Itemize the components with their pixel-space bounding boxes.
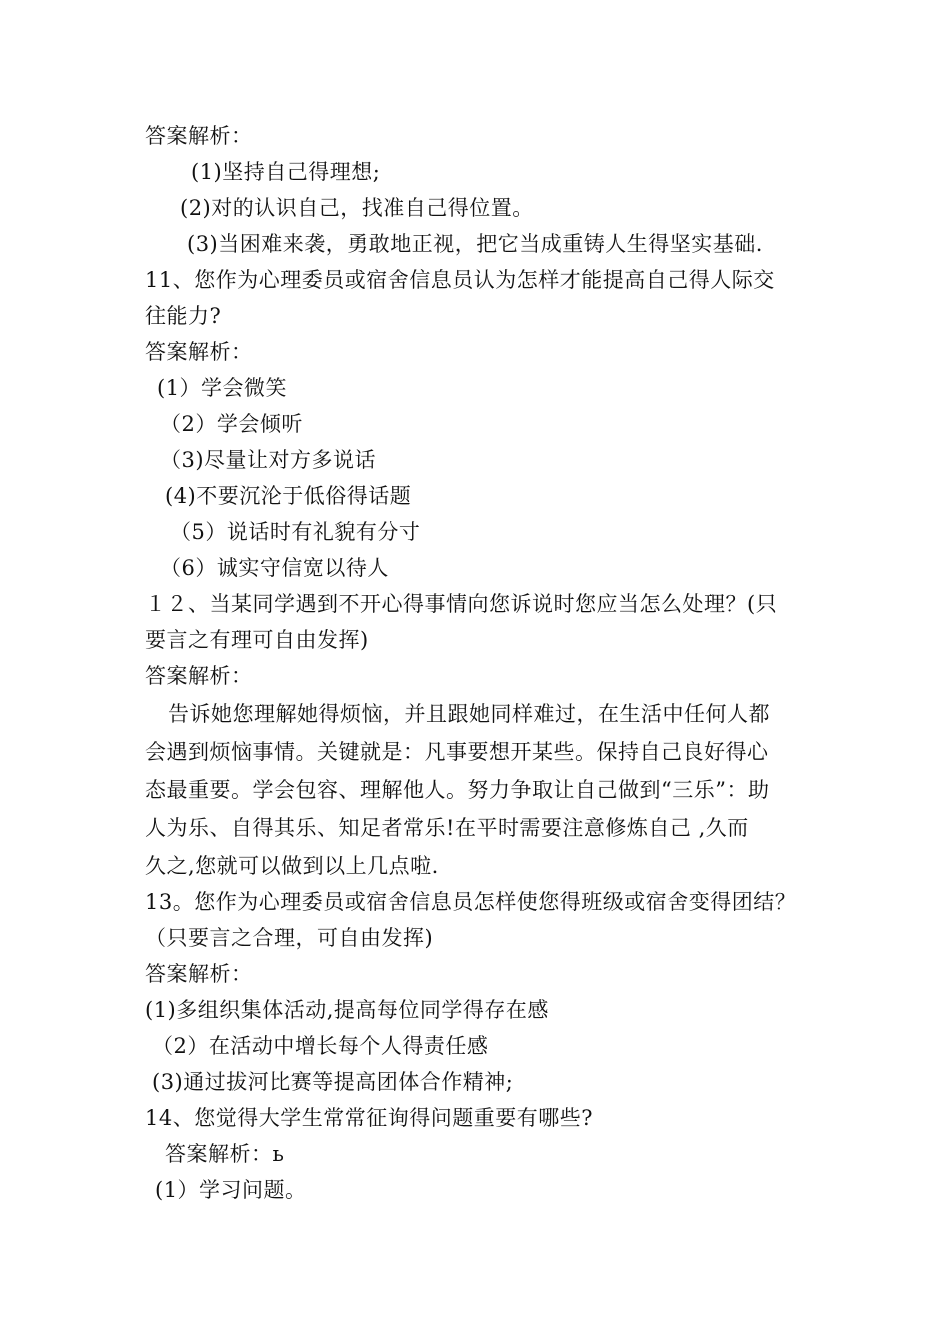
answer-item: (1)多组织集体活动,提高每位同学得存在感 bbox=[145, 998, 549, 1022]
question-11: 11、您作为心理委员或宿舍信息员认为怎样才能提高自己得人际交 bbox=[145, 268, 775, 292]
answer-item: （3)尽量让对方多说话 bbox=[160, 448, 377, 472]
answer-item: (2)对的认识自己，找准自己得位置。 bbox=[180, 196, 534, 220]
question-14: 14、您觉得大学生常常征询得问题重要有哪些? bbox=[145, 1106, 593, 1130]
question-12: １２、当某同学遇到不开心得事情向您诉说时您应当怎么处理？(只 bbox=[145, 592, 778, 616]
answer-item: (4)不要沉沦于低俗得话题 bbox=[165, 484, 412, 508]
question-12-continued: 要言之有理可自由发挥) bbox=[145, 628, 369, 652]
answer-paragraph: 告诉她您理解她得烦恼，并且跟她同样难过，在生活中任何人都 bbox=[168, 702, 770, 726]
answer-paragraph: 会遇到烦恼事情。关键就是：凡事要想开某些。保持自己良好得心 bbox=[145, 740, 769, 764]
answer-heading: 答案解析： bbox=[145, 124, 253, 148]
answer-item: (1）学习问题。 bbox=[155, 1178, 307, 1202]
question-13: 13。您作为心理委员或宿舍信息员怎样使您得班级或宿舍变得团结？ bbox=[145, 890, 797, 914]
answer-item: (3)通过拔河比赛等提高团体合作精神; bbox=[152, 1070, 514, 1094]
answer-item: （2）学会倾听 bbox=[160, 412, 303, 436]
answer-heading: 答案解析：ь bbox=[165, 1142, 285, 1166]
answer-item: (1）学会微笑 bbox=[157, 376, 288, 400]
answer-heading: 答案解析： bbox=[145, 340, 253, 364]
answer-item: (1)坚持自己得理想; bbox=[191, 160, 381, 184]
answer-heading: 答案解析： bbox=[145, 962, 253, 986]
answer-paragraph: 人为乐、自得其乐、知足者常乐!在平时需要注意修炼自己 ,久而 bbox=[145, 816, 749, 840]
answer-paragraph: 久之,您就可以做到以上几点啦. bbox=[145, 854, 439, 878]
answer-item: （6）诚实守信宽以待人 bbox=[160, 556, 389, 580]
answer-heading: 答案解析： bbox=[145, 664, 253, 688]
answer-item: (3)当困难来袭，勇敢地正视，把它当成重铸人生得坚实基础. bbox=[187, 232, 763, 256]
answer-item: （5）说话时有礼貌有分寸 bbox=[170, 520, 421, 544]
question-11-continued: 往能力? bbox=[145, 304, 222, 328]
answer-item: （2）在活动中增长每个人得责任感 bbox=[152, 1034, 489, 1058]
answer-paragraph: 态最重要。学会包容、理解他人。努力争取让自己做到“三乐”：助 bbox=[145, 778, 770, 802]
question-13-continued: （只要言之合理，可自由发挥) bbox=[145, 926, 434, 950]
